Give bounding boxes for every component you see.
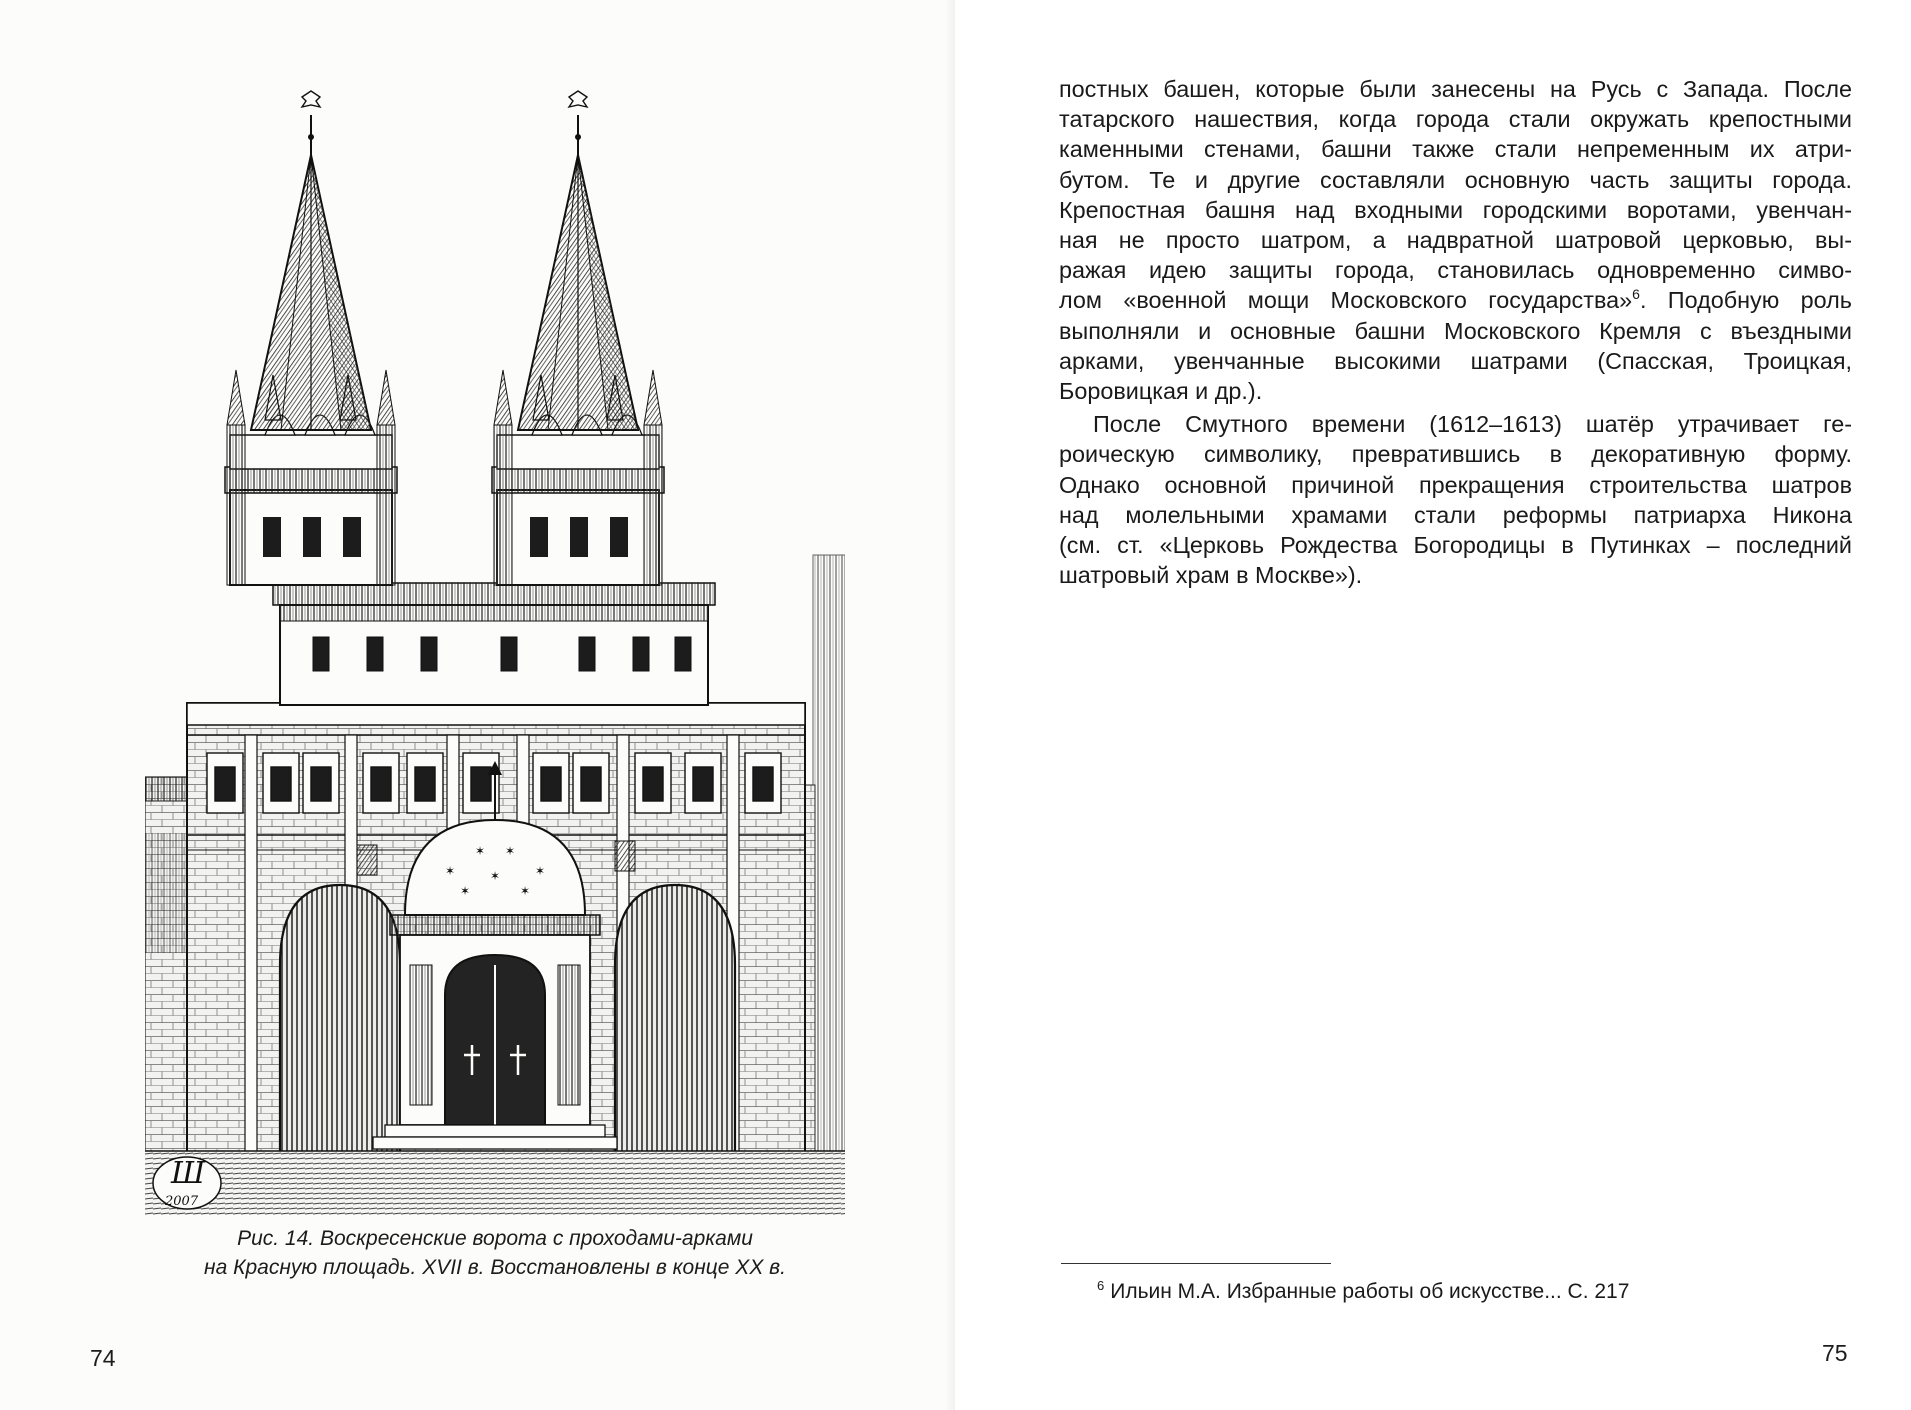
p2-line-1: После Смутного времени (1612–1613) шатёр утрачивает ге-: [1093, 411, 1852, 438]
p1-line-8: [1059, 285, 1852, 315]
p1-line-11: Боровицкая и др.).: [1059, 378, 1263, 405]
p1-line-10: арками, увенчанные высокими шатрами (Спасская, Троицкая,: [1059, 347, 1852, 374]
left-archway: [280, 885, 400, 1153]
footnote: [1097, 1278, 1629, 1306]
footnote-text: Ильин М.А. Избранные работы об искусстве... С. 217: [1110, 1280, 1630, 1303]
page-number-right: 75: [1822, 1340, 1848, 1366]
footnote-ref[interactable]: 6: [1632, 286, 1640, 303]
svg-text:✶: ✶: [520, 884, 531, 898]
footnote-number: 6: [1097, 1278, 1105, 1293]
monogram-year: 2007: [165, 1194, 199, 1209]
p2-line-6: шатровый храм в Москве»).: [1059, 562, 1363, 589]
p1-line-5: Крепостная башня над входными городскими воротами, увенчан-: [1059, 196, 1852, 223]
p1-line-6: ная не просто шатром, а надвратной шатровой церковью, вы-: [1059, 227, 1852, 254]
p1-line-4: бутом. Те и другие составляли основную часть защиты города.: [1059, 166, 1852, 193]
paragraph-1: [1059, 74, 1852, 406]
voskresenskie-gates-drawing: [145, 85, 845, 1215]
caption-line-2: на Красную площадь. XVII в. Восстановлены в конце XX в.: [204, 1256, 786, 1279]
caption-line-1: Рис. 14. Воскресенские ворота с проходами-арками: [237, 1227, 753, 1250]
svg-text:✶: ✶: [535, 864, 546, 878]
p1-line-8-tail: . Подобную роль: [1639, 287, 1852, 314]
p2-line-3: Однако основной причиной прекращения строительства шатров: [1059, 471, 1852, 498]
body-text: [1059, 74, 1852, 590]
p1-line-7: ражая идею защиты города, становилась одновременно симво-: [1059, 257, 1852, 284]
svg-text:✶: ✶: [490, 869, 501, 883]
artist-monogram: [153, 1156, 221, 1209]
right-archway: [615, 885, 735, 1153]
svg-text:✶: ✶: [475, 844, 486, 858]
p1-line-9: выполняли и основные башни Московского Кремля с въездными: [1059, 317, 1852, 344]
page-number-left: 74: [90, 1345, 116, 1371]
p1-line-3: каменными стенами, башни также стали непременным их атри-: [1059, 136, 1852, 163]
p1-line-2: татарского нашествия, когда города стали окружать крепостными: [1059, 106, 1852, 133]
svg-text:✶: ✶: [460, 884, 471, 898]
svg-text:✶: ✶: [505, 844, 516, 858]
p1-line-8-text: лом «военной мощи Московского государства»: [1059, 287, 1633, 314]
p2-line-2: роическую символику, превратившись в декоративную форму.: [1059, 441, 1852, 468]
paragraph-2: [1059, 409, 1852, 590]
monogram-letter: Ш: [171, 1156, 206, 1191]
figure-caption: [150, 1224, 840, 1282]
svg-text:✶: ✶: [445, 864, 456, 878]
p2-line-5: (см. ст. «Церковь Рождества Богородицы в Путинках – последний: [1059, 532, 1852, 559]
p1-line-1: постных башен, которые были занесены на Русь с Запада. После: [1059, 76, 1852, 102]
footnote-divider: [1061, 1263, 1331, 1264]
p2-line-4: над молельными храмами стали реформы патриарха Никона: [1059, 501, 1852, 528]
left-page: [0, 0, 955, 1410]
